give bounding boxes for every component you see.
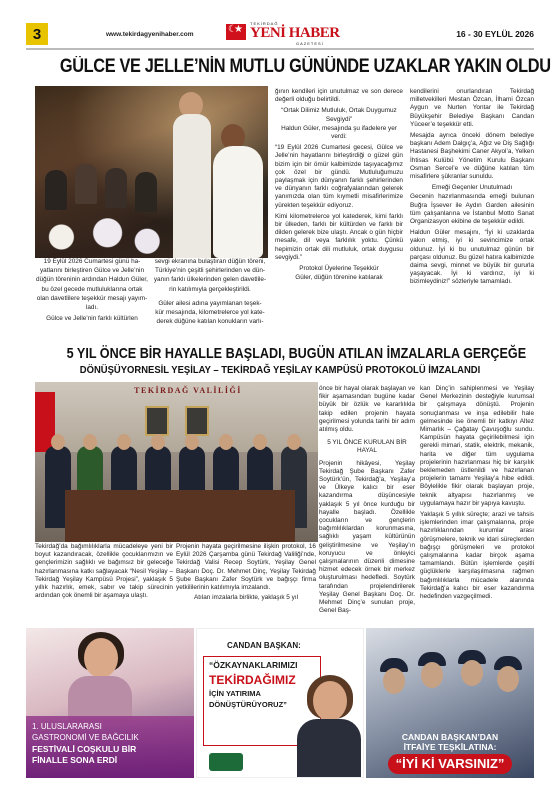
protocol-photo [35, 382, 318, 542]
promo-line: FESTİVALİ COŞKULU BİR [32, 744, 137, 754]
article2-headline: 5 YIL ÖNCE BİR HAYALLE BAŞLADI, BUGÜN ATILAN İMZALARLA GERÇEĞE [66, 345, 527, 362]
paragraph: kendilerini onurlandıran Tekirdağ milletvekilleri Mestan Özcan, İlhami Özcan Aygun ve Nurten Yontar ile Tekirdağ Büyükşehir Belediye Başkanı Candan Yüceer’e teşekkür etti. [410, 88, 534, 128]
paragraph: Tekirdağ’da bağımlılıklarla mücadeleye yeni bir boyut kazandıracak, özellikle çocuklarımızın ve gençlerimizin sağlıklı ve bağımsız bir geleceğe hazırlanmasına katkı sağlayacak “Nesil Yeşilay – Tekirdağ Yeşilay Kampüsü Projesi”, yaklaşık 5 yıllık hazırlık, emek, sabır ve takip sürecinin ardından çok önemli bir aşamaya ulaştı. [35, 543, 173, 600]
text-line: yanın farklı ülkelerinden gelen davetlile- [153, 276, 267, 284]
article2-subheadline: DÖNÜŞÜYORNESİL YEŞİLAY – TEKİRDAĞ YEŞİLAY KAMPÜSÜ PROTOKOLÜ İMZALANDI [79, 364, 481, 376]
municipality-logo-icon [209, 753, 243, 771]
caption-line: bu özel gecede mutluluklarına ortak [41, 285, 143, 293]
text-line: kür mesajında, kilometrelerce yol kate- [155, 309, 265, 317]
subheading: Protokol Üyelerine Teşekkür [299, 265, 379, 273]
bottom-promo-strip [26, 628, 534, 778]
logo-post: GAZETESİ [296, 41, 324, 46]
turkish-flag-icon [226, 24, 246, 40]
festival-promo[interactable] [26, 628, 194, 778]
caption-line: 19 Eylül 2026 Cumartesi günü ha- [43, 258, 141, 265]
caption-line: ladı. [85, 304, 99, 312]
logo-pre: TEKİRDAĞ [250, 21, 279, 26]
text-line: Güler ailesi adına yayımlanan teşek- [158, 299, 262, 307]
caption-line: olan davetlilere teşekkür mesajı yayım- [36, 294, 148, 302]
paragraph: Yaklaşık 5 yıllık süreçte; arazi ve tahsis işlemlerinden imar çalışmalarına, proje hazırlıklarından kurumlar arası görüşmelere, teknik ve idari süreçlerden bağışçı görüşmeleri ve protokol çalışmalarına kadar birçok aşama tamamlandı. Bütün işlemlerde çeşitli güçlüklerle karşılaşılmasına rağmen bağımlılıklarla mücadele alanında Tekirdağ’a kalıcı bir eser kazandırma hedefinden vazgeçilmedi. [420, 511, 534, 601]
website-url[interactable]: www.tekirdagyenihaber.com [106, 31, 194, 38]
paragraph: Atılan imzalarla birlikte, yaklaşık 5 yıl [193, 594, 299, 602]
page-header [0, 0, 560, 54]
caption-line: düğün töreninin ardından Haldun Güler, [36, 276, 148, 284]
caption-line: Gülce ve Jelle’nin farklı kültürlen [46, 315, 138, 323]
promo-line: 1. ULUSLARARASI [32, 722, 102, 731]
wedding-photo [35, 86, 268, 258]
quote-line: “ÖZKAYNAKLARIMIZI [209, 660, 298, 670]
promo-line: CANDAN BAŞKAN’DAN [401, 732, 499, 742]
subheading: Emeği Geçenler Unutulmadı [431, 184, 513, 192]
text-line: Türkiye’nin çeşitli şehirlerinden ve dün- [154, 267, 266, 275]
text-line: rin katılımıyla gerçekleştirildi. [169, 285, 251, 293]
quote-line: TEKİRDAĞIMIZ [209, 673, 296, 687]
promo-line: GASTRONOMİ VE BAĞCILIK [32, 733, 139, 742]
promo-line: İTFAİYE TEŞKİLATINA: [403, 742, 497, 752]
paragraph: “19 Eylül 2026 Cumartesi gecesi, Gülce ve Jelle’nin hayatlarını birleştirdiği o güzel gün bizim için bir ömür kalbimizde taşıyacağımız çok özel bir gündü. Mutluluğumuzu paylaşmak için dünyanın farklı şehirlerinden ve dünyanın farklı coğrafyalarından gelerek yanımızda olan tüm kıymetli misafirlerimize yürekten teşekkür ediyoruz. [275, 144, 403, 209]
photo-sign: TEKİRDAĞ VALİLİĞİ [134, 386, 242, 395]
newspaper-logo [226, 22, 356, 46]
article1-col3 [275, 88, 403, 283]
paragraph: kan Dinç’in sahiplenmesi ve Yeşilay Genel Merkezinin desteğiyle kurumsal bir çalışmaya dönüştü. Projenin sonuçlanması ve inşa edilebilir hale gelmesinde ise önemli bir katkıyı Altez Mimarlık – Çağatay Çavuşoğlu sundu. Kampüsün hayata geçirilebilmesi için gerekli mimari, statik, elektrik, mekanik, harita ve diğer tüm uygulama projelerinin hazırlanması hiç bir karşılık beklemeden üstlenildi ve hazırlanan projelerin tamamı Yeşilay’a hibe edildi. Böylelikle fikir olarak başlayan proje, teknik altyapısı hazırlanmış ve uygulamaya hazır bir yapıya kavuştu. [420, 385, 534, 507]
header-divider [26, 48, 534, 50]
article1-col2 [152, 258, 268, 327]
caption-line: yatlarını birleştiren Gülce ve Jelle’nin [39, 267, 145, 275]
quote-line: İÇİN YATIRIMA [209, 689, 261, 698]
logo-name: YENİ HABER [250, 25, 340, 41]
promo-pre: CANDAN BAŞKAN: [227, 641, 301, 650]
page-number: 3 [26, 23, 48, 45]
paragraph: ğının kendileri için unutulmaz ve son derece değerli olduğu belirtildi. [275, 88, 403, 104]
paragraph: Mesajda ayrıca önceki dönem belediye başkanı Adem Dalgıç’a, Ağız ve Diş Sağlığı Hastanesi Başhekimi Caner Akyol’a, Yelken İhtisas Kulübü Yönetim Kurulu Başkanı Osman Sercel’e ve düğüne katılan tüm misafirlere şükranlar sunuldu. [410, 132, 534, 181]
promo-line: FİNALLE SONA ERDİ [32, 755, 118, 765]
paragraph: önce bir hayal olarak başlayan ve fikir aşamasından bugüne kadar büyük bir özlük ve kararlılıkla takip edilen projenin hayata geçirilmesi yolunda tarihi bir adım atılmış oldu. [319, 385, 415, 434]
paragraph: Haldun Güler, mesajında şu ifadelere yer verdi: [281, 124, 397, 141]
paragraph: Projenin hayata geçirilmesine ilişkin protokol, 16 Eylül 2026 Çarşamba günü Tekirdağ Valiliği’nde, Tekirdağ Valisi Recep Soytürk, Yeşilay Genel Başkanı Doç. Dr. Mehmet Dinç, Yeşilay Tekirdağ Şube Başkanı Zafer Soytürk ve bağışçı firma yetkililerinin katılımıyla imzalandı. [176, 543, 316, 592]
subheading: 5 YIL ÖNCE KURULAN BİR HAYAL [327, 439, 407, 455]
text-line: sevgi ekranına bulaştıran düğün töreni, [154, 258, 266, 265]
paragraph: Haldun Güler mesajını, “İyi ki uzaklarda yakın etmiş, iyi ki sevincimize ortak oldunuz. İyi ki bu unutulmaz günün bir parçası oldunuz. Bu güzel hatıra kalbimizde daima sevgi, minnet ve büyük bir gururla yaşayacak. İyi ki vardınız, iyi ki bizimleydiniz!” sözleriyle tamamladı. [410, 229, 534, 286]
article2-col1 [35, 543, 173, 601]
article1-col1 [35, 258, 149, 324]
article1-headline: GÜLCE VE JELLE’NİN MUTLU GÜNÜNDE UZAKLAR YAKIN OLDU [59, 56, 551, 77]
issue-date: 16 - 30 EYLÜL 2026 [456, 29, 534, 39]
quote-heading: “Ortak Dilimiz Mutluluk, Ortak Duygumuz Sevgiydi” [281, 107, 397, 123]
quote-line: DÖNÜŞTÜRÜYORUZ” [209, 700, 287, 709]
article2-col3 [319, 385, 415, 616]
firefighters-promo[interactable] [366, 628, 534, 778]
paragraph: Gecenin hazırlanmasında emeği bulunan Buğra İşsever ile Aydın Garden ailesinin tüm çalışanlarına ve İstanbul Motto Sanat Organizasyon ekibine de teşekkür edildi. [410, 193, 534, 226]
promo-quote: “İYİ Kİ VARSINIZ” [395, 756, 505, 771]
paragraph: Projenin hikâyesi, Yeşilay Tekirdağ Şube Başkanı Zafer Soytürk’ün, Tekirdağ’a, Yeşilay’a ve Ülkeye kalıcı bir eser kazandırma düşüncesiyle yaklaşık 5 yıl önce kurduğu bir hayalle başladı. Özellikle çocukların ve gençlerin bağımlılıklardan korunmasına, sağlıklı yaşam kültürünün geliştirilmesine ve Yeşilay’ın koruyucu ve önleyici çalışmalarının düzenli dimesine hizmet edecek örnek bir merkez oluşturulması hedefledi. Soytürk tarafından projelendirilerek Yeşilay Genel Başkanı Doç. Dr. Mehmet Dinç’e sunulan proje, Genel Baş- [319, 459, 415, 615]
article1-col4 [410, 88, 534, 288]
mayor-quote-promo[interactable] [196, 628, 364, 778]
paragraph: Kimi kilometrelerce yol katederek, kimi farklı bir ülkeden, farklı bir kültürden ve farklı bir dilden gelerek bize ulaştı. Ancak o gün hiçbir mesafe, dil veya farklılık yoktu. Çünkü hepimizin ortak dili mutluluk, ortak duygusu sevgiydi.” [275, 212, 403, 261]
article2-col2 [176, 543, 316, 603]
paragraph: Güler, düğün törenine katılarak [295, 274, 383, 282]
article2-col4 [420, 385, 534, 602]
text-line: derek düğüne katılan konukların varlı- [156, 318, 264, 326]
